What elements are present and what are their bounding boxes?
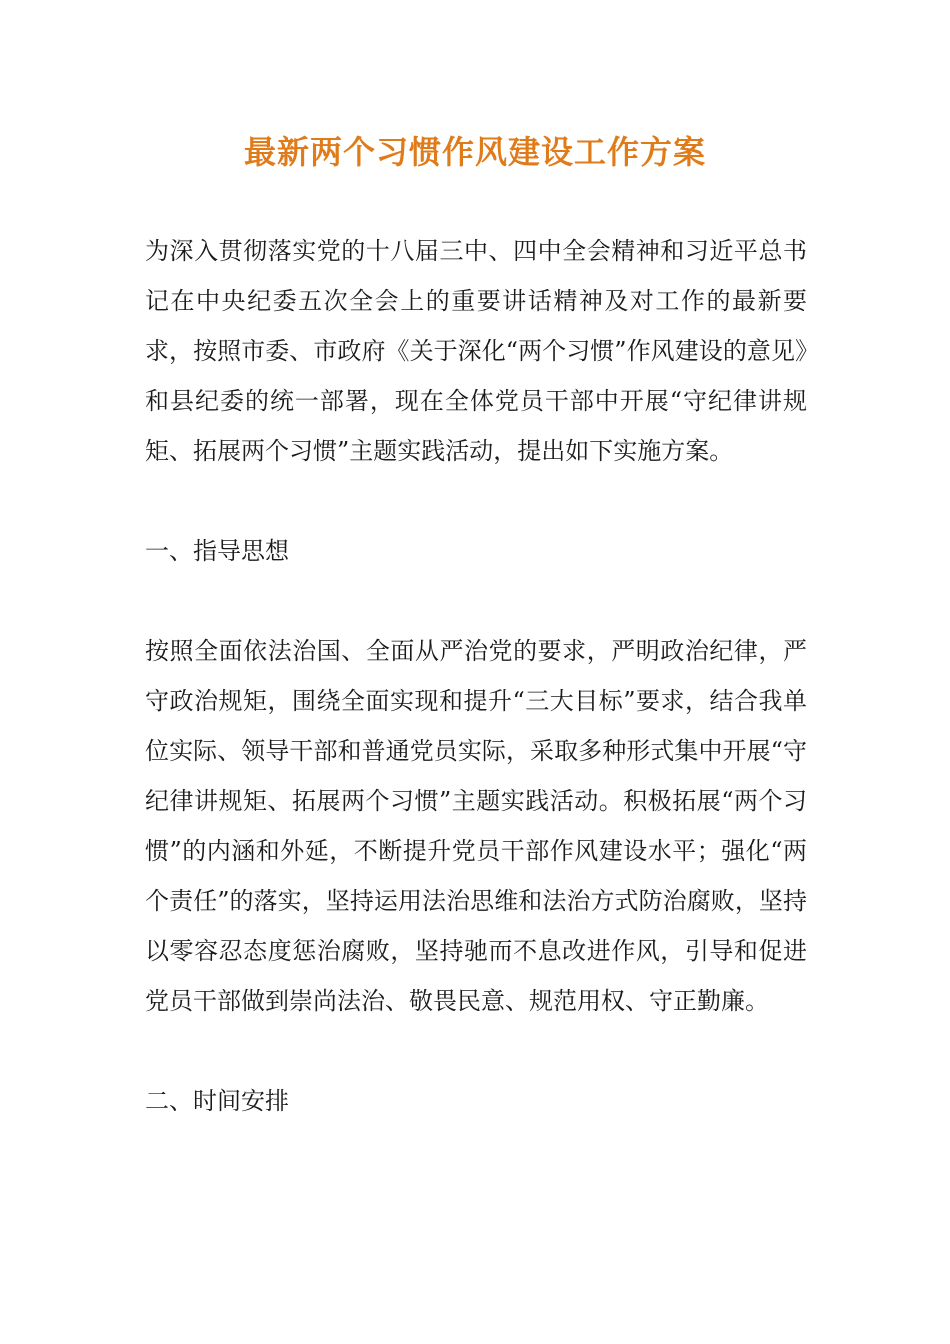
document-title: 最新两个习惯作风建设工作方案 (243, 133, 706, 171)
document-body (145, 226, 807, 1126)
spacer (145, 1026, 807, 1076)
section-heading-guiding-ideology: 一、指导思想 (145, 537, 289, 565)
spacer (145, 576, 807, 626)
section-body-guiding-ideology: 按照全面依法治国、全面从严治党的要求，严明政治纪律，严守政治规矩，围绕全面实现和提升“三大目标”要求，结合我单位实际、领导干部和普通党员实际，采取多种形式集中开展“守纪律讲规矩、拓展两个习惯”主题实践活动。积极拓展“两个习惯”的内涵和外延，不断提升党员干部作风建设水平；强化“两个责任”的落实，坚持运用法治思维和法治方式防治腐败，坚持以零容忍态度惩治腐败，坚持驰而不息改进作风，引导和促进党员干部做到崇尚法治、敬畏民意、规范用权、守正勤廉。 (145, 637, 807, 1015)
section-heading-schedule: 二、时间安排 (145, 1087, 289, 1115)
spacer (145, 476, 807, 526)
intro-paragraph: 为深入贯彻落实党的十八届三中、四中全会精神和习近平总书记在中央纪委五次全会上的重要讲话精神及对工作的最新要求，按照市委、市政府《关于深化“两个习惯”作风建设的意见》和县纪委的统一部署，现在全体党员干部中开展“守纪律讲规矩、拓展两个习惯”主题实践活动，提出如下实施方案。 (145, 237, 807, 465)
